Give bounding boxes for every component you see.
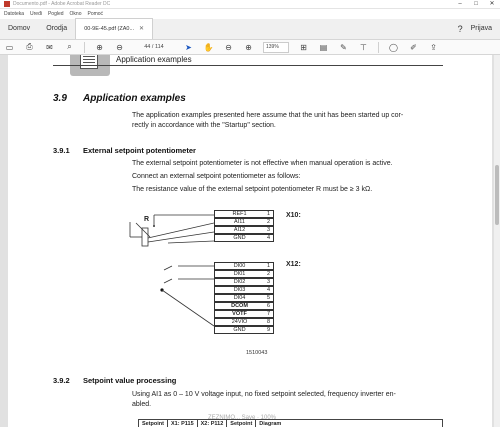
x12-terminal-name: VOTF: [214, 310, 264, 318]
x10-terminal-num: 1: [264, 210, 274, 218]
menu-item-window[interactable]: Okno: [69, 11, 82, 17]
x12-terminal-name: DI00: [214, 262, 264, 270]
header-rule: [53, 65, 443, 66]
pdf-page: [8, 55, 492, 427]
wiring-lines: [128, 210, 214, 345]
x12-terminal-num: 8: [264, 318, 274, 326]
table-header-cell: X1: P115: [168, 420, 198, 427]
x10-terminal-name: AI12: [214, 226, 264, 234]
search-icon[interactable]: ⌕: [67, 42, 72, 51]
sub2-paragraph-line-1: Using AI1 as 0 – 10 V voltage input, no fixed setpoint selected, frequency inverter en-: [132, 391, 396, 398]
subsection-2-number: 3.9.2: [53, 376, 70, 385]
x12-terminal-name: 24VIO: [214, 318, 264, 326]
tab-home[interactable]: Domov: [8, 25, 31, 32]
x10-terminal-name: AI11: [214, 218, 264, 226]
overlay-watermark: ZEZNIMO... Save · 100%: [208, 415, 277, 421]
x10-terminal-num: 3: [264, 226, 274, 234]
select-icon[interactable]: ➤: [185, 42, 192, 52]
table-header-cell: X2: P112: [198, 420, 228, 427]
window-title: Documento.pdf - Adobe Acrobat Reader DC: [13, 1, 111, 7]
share-icon[interactable]: ⇪: [430, 42, 437, 52]
menu-item-view[interactable]: Pogled: [47, 11, 64, 17]
save-icon[interactable]: ▭: [5, 42, 14, 52]
x12-terminal-name: DI04: [214, 294, 264, 302]
x10-terminal-num: 2: [264, 218, 274, 226]
subsection-1-title: External setpoint potentiometer: [83, 146, 196, 155]
subsection-2-title: Setpoint value processing: [83, 376, 177, 385]
help-icon[interactable]: ?: [457, 23, 463, 34]
x12-terminal-num: 4: [264, 286, 274, 294]
sub1-paragraph-1: The external setpoint potentiometer is not effective when manual operation is active.: [132, 160, 393, 167]
menu-item-help[interactable]: Pomoć: [87, 11, 104, 17]
menu-item-file[interactable]: Datoteka: [4, 11, 25, 17]
toolbar: [0, 40, 500, 55]
wiring-diagram: [128, 210, 328, 345]
hand-icon[interactable]: ✋: [203, 42, 214, 52]
vertical-scrollbar[interactable]: [494, 55, 500, 427]
x10-label: X10:: [286, 212, 301, 219]
x12-terminal-num: 5: [264, 294, 274, 302]
x12-terminal-num: 1: [264, 262, 274, 270]
x12-terminal-name: DI01: [214, 270, 264, 278]
fit-page-icon[interactable]: ⊞: [300, 42, 307, 52]
x12-terminal-name: DI03: [214, 286, 264, 294]
window-controls: [452, 0, 500, 9]
scroll-mode-icon[interactable]: ▤: [319, 42, 328, 52]
x12-terminal-name: DI02: [214, 278, 264, 286]
tab-document-label: 00-9E-45.pdf (ZA0...: [84, 25, 135, 32]
subsection-1-number: 3.9.1: [53, 146, 70, 155]
zoom-out-icon[interactable]: ⊖: [225, 42, 232, 52]
sub1-paragraph-3: The resistance value of the external setpoint potentiometer R must be ≥ 3 kΩ.: [132, 186, 373, 193]
resistor-label: R: [144, 216, 150, 223]
minimize-button[interactable]: –: [458, 1, 462, 7]
section-number: 3.9: [53, 93, 67, 104]
table-header-cell: Diagram: [259, 421, 282, 427]
x10-terminal-num: 4: [264, 234, 274, 242]
x10-terminal-name: GND: [214, 234, 264, 242]
x12-terminal-num: 9: [264, 326, 274, 334]
toolbar-divider: [84, 42, 85, 53]
page-indicator[interactable]: [134, 42, 174, 53]
document-viewport[interactable]: [0, 55, 500, 427]
menu-item-edit[interactable]: Uređi: [30, 11, 42, 17]
stamp-icon[interactable]: ⊤: [360, 42, 367, 52]
page-up-icon[interactable]: ⊕: [96, 42, 103, 52]
maximize-button[interactable]: □: [474, 1, 478, 7]
table-header-cell: Setpoint: [139, 420, 168, 427]
x12-terminal-name: DCOM: [214, 302, 264, 310]
pen-icon[interactable]: ✐: [410, 42, 417, 52]
figure-id: 1510043: [246, 350, 268, 356]
x12-terminal-num: 6: [264, 302, 274, 310]
x12-label: X12:: [286, 261, 301, 268]
app-icon: [4, 1, 10, 7]
running-header: Application examples: [116, 55, 192, 64]
zoom-select[interactable]: 139%: [263, 42, 289, 53]
close-window-button[interactable]: ✕: [489, 1, 495, 7]
x12-terminal-num: 2: [264, 270, 274, 278]
table-header-cell: Setpoint: [227, 420, 256, 427]
x12-terminal-num: 7: [264, 310, 274, 318]
tab-tools[interactable]: Orodja: [46, 25, 68, 32]
sub2-paragraph-line-2: abled.: [132, 401, 152, 408]
zoom-in-icon[interactable]: ⊕: [245, 42, 252, 52]
scrollbar-thumb[interactable]: [495, 165, 499, 225]
close-tab-icon[interactable]: ✕: [139, 25, 145, 32]
title-bar: [0, 0, 500, 9]
print-icon[interactable]: ⎙: [26, 42, 33, 51]
page-down-icon[interactable]: ⊖: [116, 42, 123, 52]
x12-terminal-name: GND: [214, 326, 264, 334]
login-button[interactable]: Prijava: [470, 25, 492, 32]
sub1-paragraph-2: Connect an external setpoint potentiometer as follows:: [132, 173, 301, 180]
email-icon[interactable]: ✉: [46, 42, 53, 52]
tab-bar: [0, 19, 500, 40]
intro-line-1: The application examples presented here assume that the unit has been started up cor-: [132, 112, 404, 119]
setpoint-table-header: [138, 419, 443, 427]
x10-terminal-name: REF1: [214, 210, 264, 218]
intro-line-2: rectly in accordance with the "Startup" section.: [132, 122, 276, 129]
x12-terminal-num: 3: [264, 278, 274, 286]
toolbar-divider: [378, 42, 379, 53]
comment-icon[interactable]: ◯: [389, 42, 398, 52]
section-title: Application examples: [83, 93, 186, 104]
tab-document[interactable]: [75, 18, 153, 39]
page-total: / 114: [151, 44, 164, 50]
page-current-field[interactable]: 44: [144, 44, 151, 50]
sign-icon[interactable]: ✎: [340, 42, 347, 52]
